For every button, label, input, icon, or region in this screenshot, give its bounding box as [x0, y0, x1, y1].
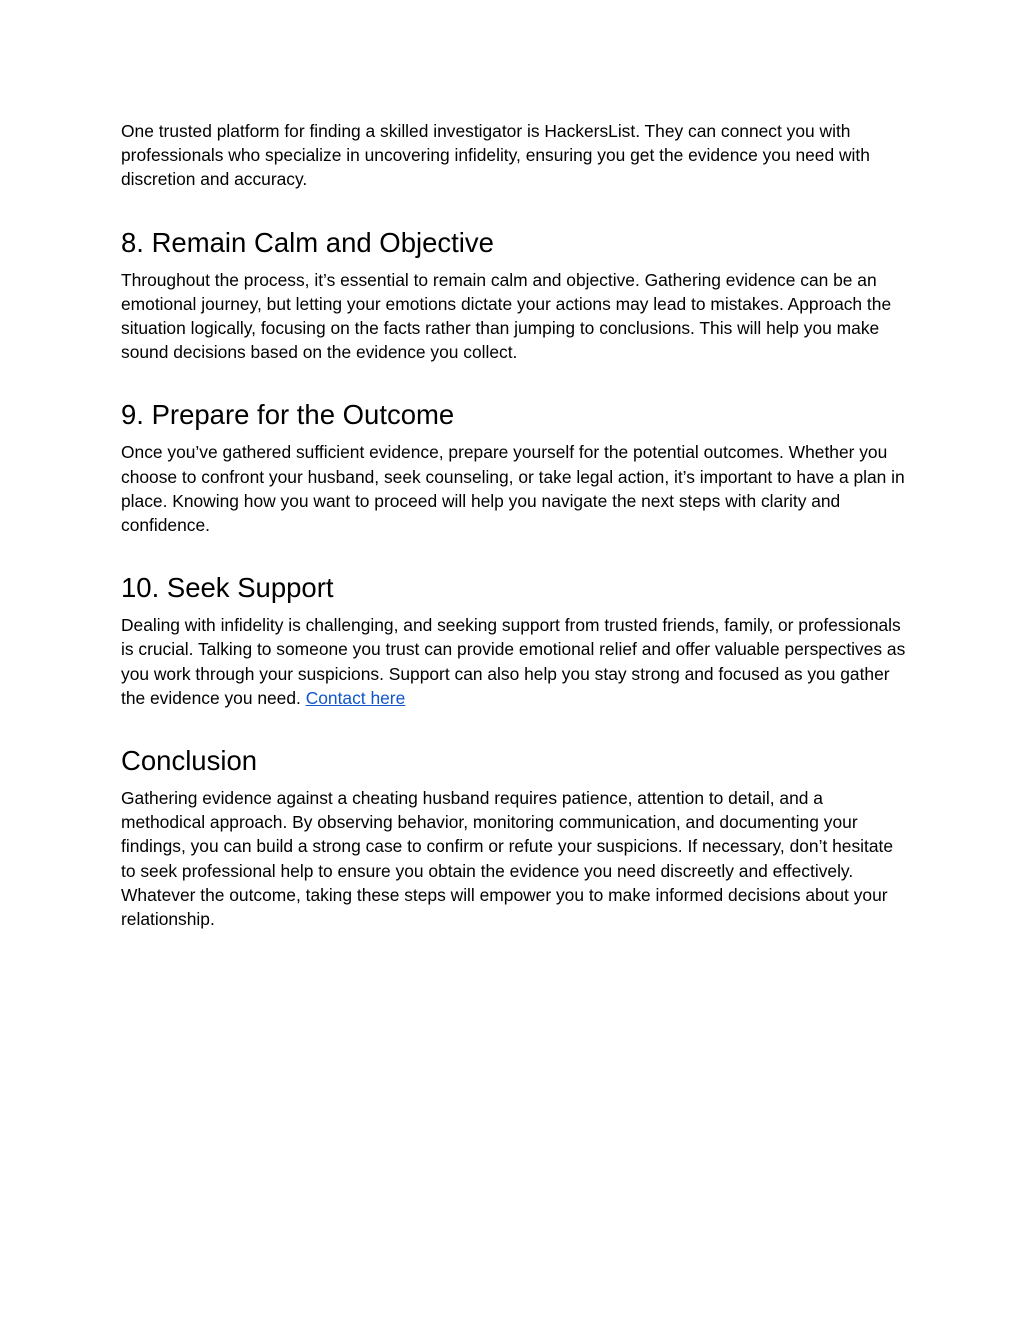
section-paragraph: Gathering evidence against a cheating husband requires patience, attention to detail, and a methodical approach. By observing behavior, monitoring communication, and documenting your findings, you can build a strong case to confirm or refute your suspicions. If necessary, don’t hesitate to seek professional help to ensure you obtain the evidence you need discreetly and effectively. Whatever the outcome, taking these steps will empower you to make informed decisions about your relationship. — [121, 788, 894, 930]
section-heading: 10. Seek Support — [121, 572, 334, 604]
section-paragraph: Once you’ve gathered sufficient evidence, prepare yourself for the potential outcomes. Whether you choose to confront your husband, seek counseling, or take legal action, it’s important to have a plan in place. Knowing how you want to proceed will help you navigate the next steps with clarity and confidence. — [121, 442, 905, 536]
section-paragraph — [121, 613, 911, 710]
section-paragraph-text: Dealing with infidelity is challenging, and seeking support from trusted friends, family, or professionals is crucial. Talking to someone you trust can provide emotional relief and offer valuable perspectives as you work through your suspicions. Support can also help you stay strong and focused as you gather the evidence you need. — [121, 615, 906, 708]
section-heading: Conclusion — [121, 745, 258, 777]
section-paragraph: Throughout the process, it’s essential to remain calm and objective. Gathering evidence can be an emotional journey, but letting your emotions dictate your actions may lead to mistakes. Approach the situation logically, focusing on the facts rather than jumping to conclusions. This will help you make sound decisions based on the evidence you collect. — [121, 269, 892, 363]
section-conclusion — [121, 744, 911, 931]
section-heading: 8. Remain Calm and Objective — [121, 226, 494, 258]
section-seek-support — [121, 571, 911, 710]
section-prepare-outcome — [121, 398, 911, 537]
section-remain-calm — [121, 226, 911, 365]
intro-paragraph: One trusted platform for finding a skilled investigator is HackersList. They can connect you with professionals who specialize in uncovering infidelity, ensuring you get the evidence you need with discretion and accuracy. — [121, 121, 870, 190]
document-page — [121, 119, 911, 965]
section-heading: 9. Prepare for the Outcome — [121, 399, 455, 431]
contact-link[interactable]: Contact here — [305, 687, 406, 708]
